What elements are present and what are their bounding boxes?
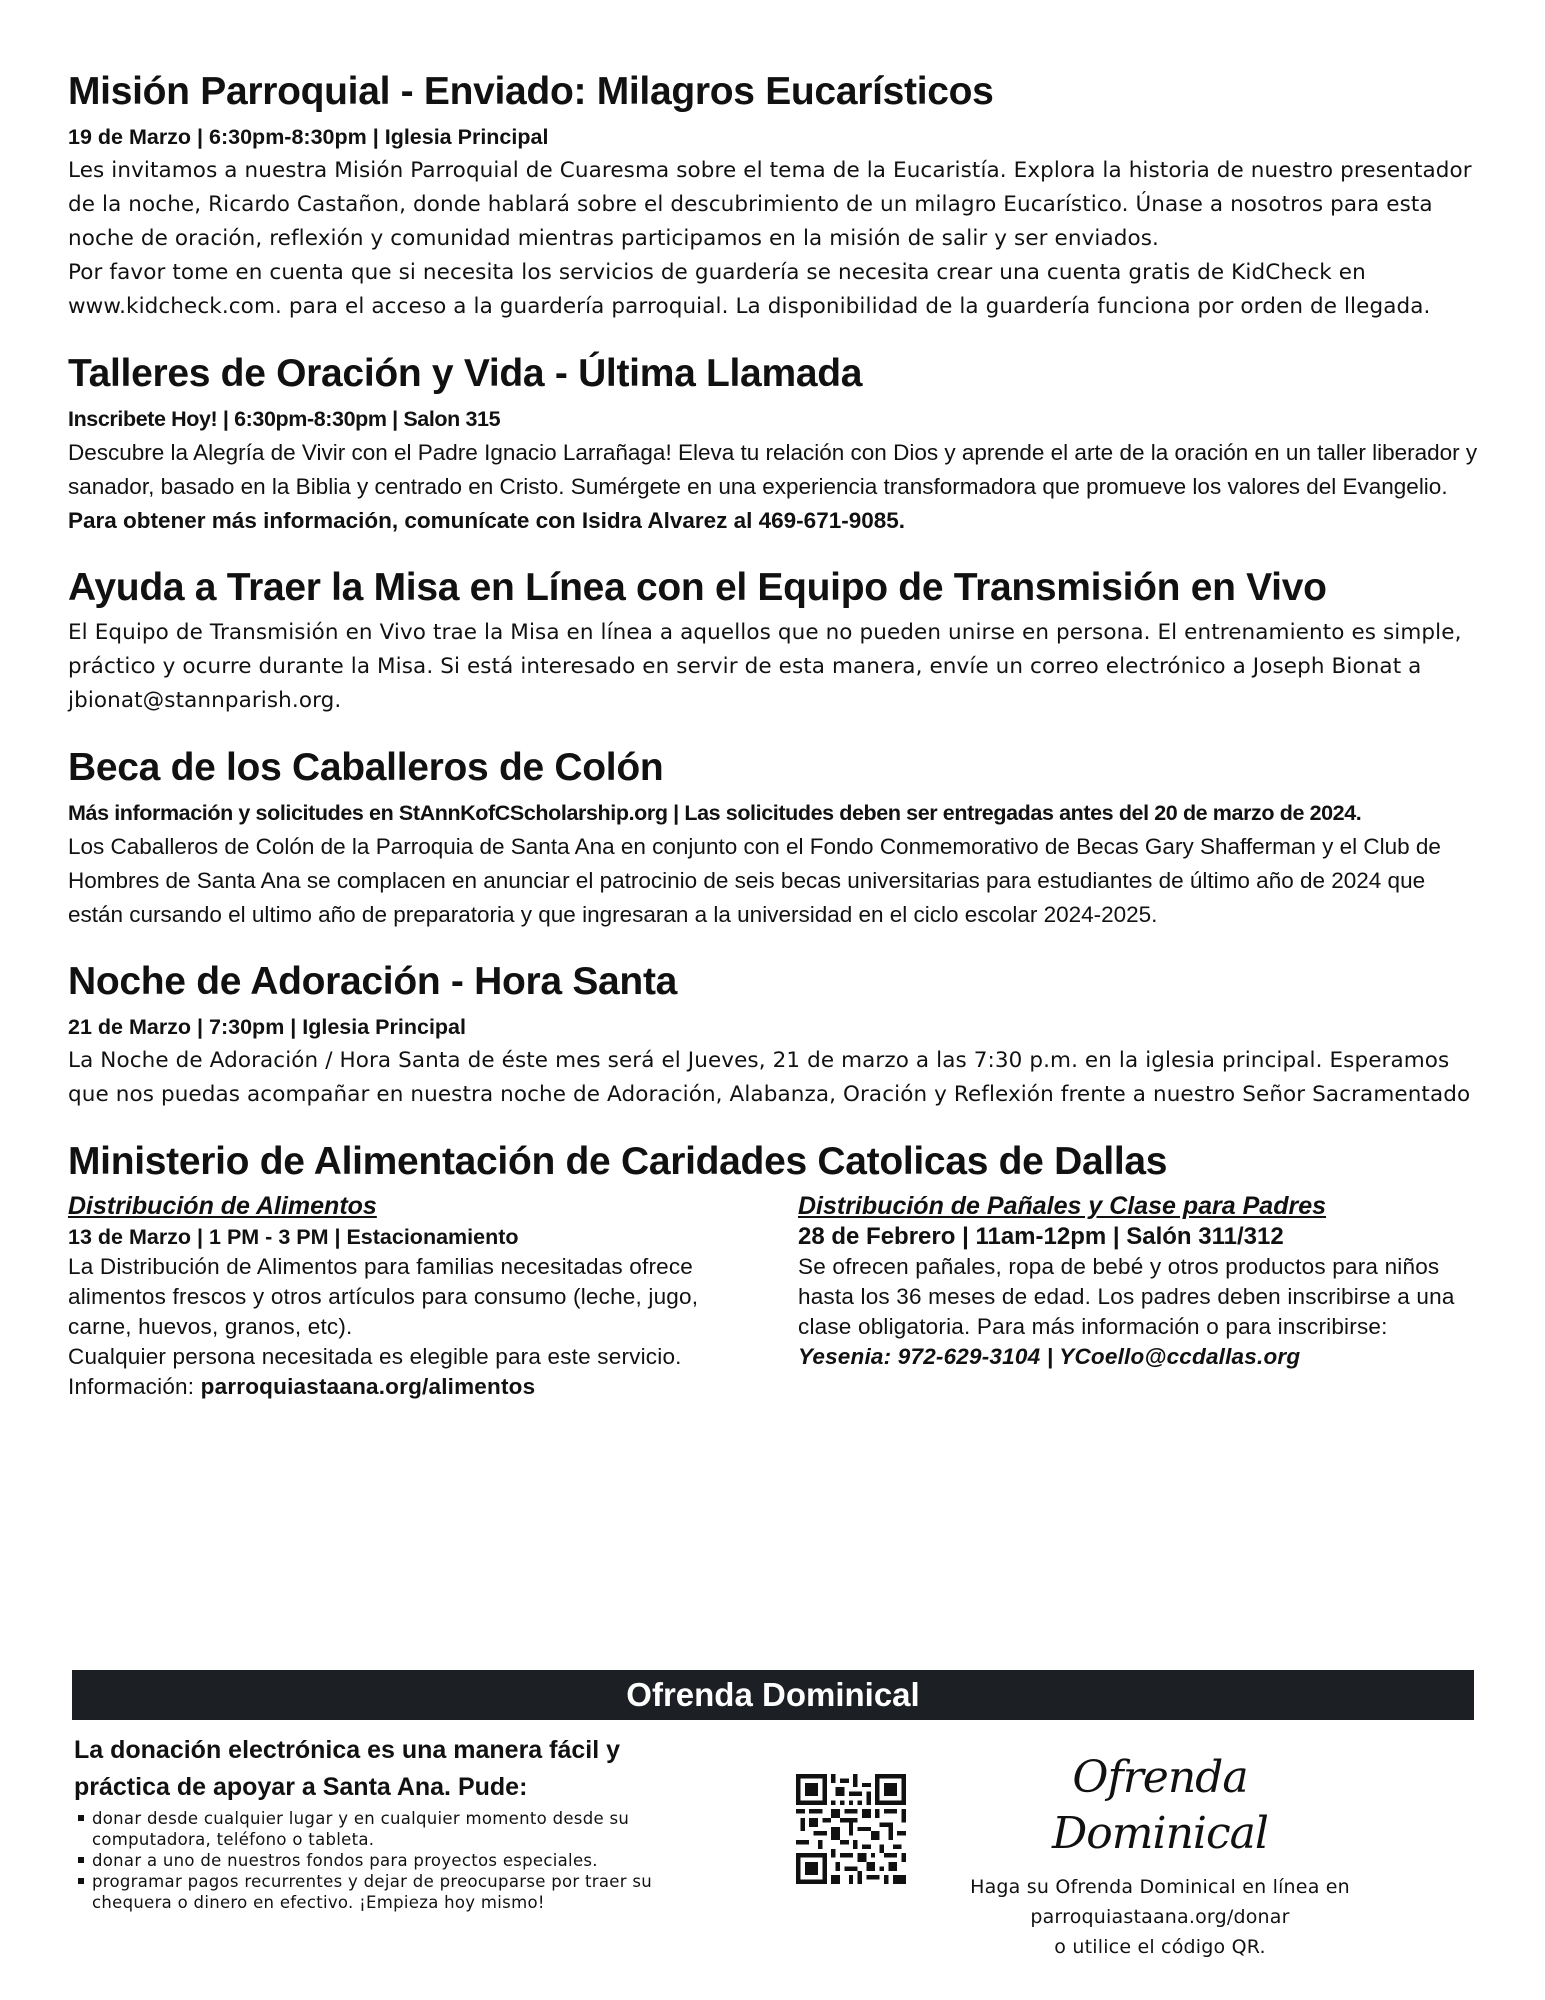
column-body: Se ofrecen pañales, ropa de bebé y otros productos para niños hasta los 36 meses de edad. Los padres deben inscribirse a una clase obligatoria. Para más información o para inscribirse: [798, 1254, 1455, 1339]
giving-line: Haga su Ofrenda Dominical en línea en [970, 1876, 1350, 1898]
section-body [68, 436, 1478, 538]
section-noche-adoracion [68, 958, 1478, 1112]
column-subhead: Distribución de Pañales y Clase para Padres [798, 1192, 1327, 1220]
online-giving [960, 1750, 1360, 1962]
ofrenda-banner: Ofrenda Dominical [72, 1670, 1474, 1720]
two-column-layout [68, 1190, 1478, 1402]
list-item: programar pagos recurrentes y dejar de preocuparse por traer su chequera o dinero en efectivo. ¡Empieza hoy mismo! [72, 1871, 712, 1913]
section-body: Les invitamos a nuestra Misión Parroquial de Cuaresma sobre el tema de la Eucaristía. Explora la historia de nuestro presentador de la noche, Ricardo Castañon, donde hablará sobre el descubrimiento de un milagro Eucarístico. Únase a nosotros para esta noche de oración, reflexión y comunidad mientras participamos en la misión de salir y ser enviados. [68, 158, 1472, 251]
column-subhead: Distribución de Alimentos [68, 1192, 377, 1220]
section-ministerio-alimentacion [68, 1138, 1478, 1402]
section-title: Beca de los Caballeros de Colón [68, 746, 664, 789]
giving-bullets [72, 1808, 712, 1913]
section-body: La Noche de Adoración / Hora Santa de éste mes será el Jueves, 21 de marzo a las 7:30 p.m. en la iglesia principal. Esperamos que nos puedas acompañar en nuestra noche de Adoración, Alabanza, Oración y Reflexión frente a nuestro Señor Sacramentado [68, 1048, 1471, 1107]
section-body-text: Descubre la Alegría de Vivir con el Padre Ignacio Larrañaga! Eleva tu relación con Dios y aprende el arte de la oración en un taller liberador y sanador, basado en la Biblia y centrado en Cristo. Sumérgete en una experiencia transformadora que promueve los valores del Evangelio. [68, 440, 1478, 499]
column-info-text: Cualquier persona necesitada es elegible para este servicio. Información: [68, 1344, 682, 1399]
food-link[interactable]: parroquiastaana.org/alimentos [200, 1374, 536, 1399]
column-contact: Yesenia: 972-629-3104 | YCoello@ccdallas.org [798, 1344, 1301, 1369]
section-title: Talleres de Oración y Vida - Última Llamada [68, 352, 863, 395]
section-contact: Para obtener más información, comunícate con Isidra Alvarez al 469-671-9085. [68, 508, 906, 533]
bulletin-page [68, 68, 1478, 1428]
section-title: Ayuda a Traer la Misa en Línea con el Equipo de Transmisión en Vivo [68, 566, 1327, 609]
section-meta: Más información y solicitudes en StAnnKofCScholarship.org | Las solicitudes deben ser entregadas antes del 20 de marzo de 2024. [68, 801, 1362, 825]
section-title: Misión Parroquial - Enviado: Milagros Eucarísticos [68, 70, 994, 113]
giving-line: o utilice el código QR. [1054, 1936, 1266, 1958]
section-body: El Equipo de Transmisión en Vivo trae la Misa en línea a aquellos que no pueden unirse en persona. El entrenamiento es simple, práctico y ocurre durante la Misa. Si está interesado en servir de esta manera, envíe un correo electrónico a Joseph Bionat a jbionat@stannparish.org. [68, 620, 1462, 713]
column-body-info [68, 1342, 758, 1402]
section-transmision-en-vivo [68, 564, 1478, 718]
section-beca-caballeros [68, 744, 1478, 932]
section-meta: 19 de Marzo | 6:30pm-8:30pm | Iglesia Principal [68, 125, 549, 149]
giving-lead: La donación electrónica es una manera fácil y práctica de apoyar a Santa Ana. Pude: [74, 1736, 621, 1801]
ofrenda-signature: Ofrenda Dominical [1052, 1752, 1268, 1859]
food-distribution-column [68, 1190, 758, 1402]
section-meta: 21 de Marzo | 7:30pm | Iglesia Principal [68, 1015, 466, 1039]
section-meta: Inscribete Hoy! | 6:30pm-8:30pm | Salon 315 [68, 407, 501, 431]
diaper-distribution-column [798, 1190, 1458, 1402]
section-body-note: Por favor tome en cuenta que si necesita los servicios de guardería se necesita crear una cuenta gratis de KidCheck en www.kidcheck.com. para el acceso a la guardería parroquial. La disponibilidad de la guardería funciona por orden de llegada. [68, 260, 1431, 319]
section-talleres-oracion [68, 350, 1478, 538]
section-title: Noche de Adoración - Hora Santa [68, 960, 678, 1003]
giving-info [72, 1732, 712, 1913]
column-meta: 28 de Febrero | 11am-12pm | Salón 311/312 [798, 1223, 1284, 1250]
list-item: donar desde cualquier lugar y en cualquier momento desde su computadora, teléfono o tableta. [72, 1808, 712, 1850]
column-meta: 13 de Marzo | 1 PM - 3 PM | Estacionamiento [68, 1225, 519, 1249]
donate-link[interactable]: parroquiastaana.org/donar [1030, 1906, 1290, 1928]
section-mision-parroquial [68, 68, 1478, 324]
section-title: Ministerio de Alimentación de Caridades Catolicas de Dallas [68, 1140, 1168, 1183]
column-body: La Distribución de Alimentos para familias necesitadas ofrece alimentos frescos y otros artículos para consumo (leche, jugo, carne, huevos, granos, etc). [68, 1254, 699, 1339]
section-body: Los Caballeros de Colón de la Parroquia de Santa Ana en conjunto con el Fondo Conmemorativo de Becas Gary Shafferman y el Club de Hombres de Santa Ana se complacen en anunciar el patrocinio de seis becas universitarias para estudiantes de último año de 2024 que están cursando el ultimo año de preparatoria y que ingresaran a la universidad en el ciclo escolar 2024-2025. [68, 834, 1441, 927]
list-item: donar a uno de nuestros fondos para proyectos especiales. [72, 1850, 712, 1871]
qr-code-icon[interactable] [796, 1774, 906, 1884]
